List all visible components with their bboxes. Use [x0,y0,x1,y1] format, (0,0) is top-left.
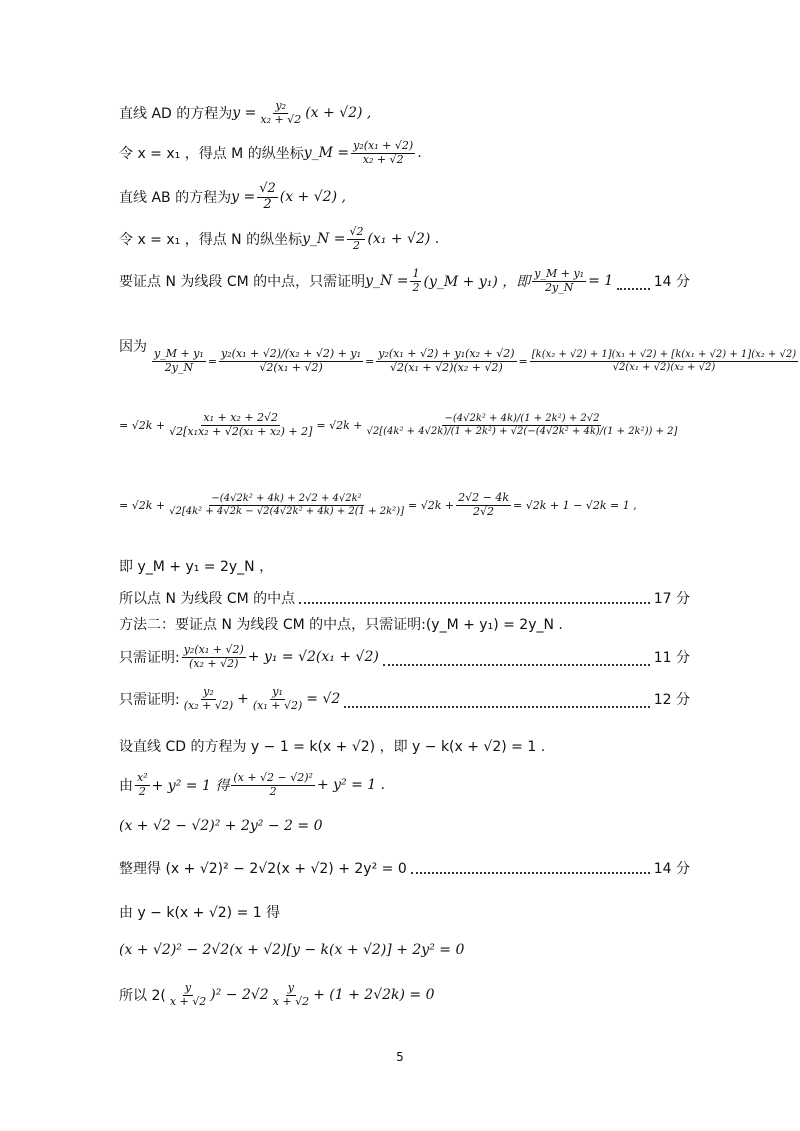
math-tail: = √2 [306,691,341,708]
frac-num: y [184,981,192,994]
frac-num: y₂(x₁ + √2) [353,139,414,152]
frac-num: √2 [349,225,364,238]
fraction [168,982,208,1008]
line-expr-2 [119,942,690,958]
score-label: 14 分 [653,861,690,877]
fraction [530,349,798,373]
fraction [410,268,421,294]
line-need-1 [119,644,690,670]
fraction [135,772,150,798]
yinwei-text: 因为 [119,339,147,355]
line-you-2 [119,902,690,922]
frac-den: √2(x₁ + √2)(x₂ + √2) [389,360,503,374]
line-text: 令 x = x₁ ，得点 M 的纵坐标 [119,146,304,163]
math-tail: (x + √2) , [279,189,346,206]
equals-sign: = [207,354,218,368]
math-tail: + y² = 1 . [316,777,386,794]
fraction [258,100,303,126]
method2-text: 方法二：要证点 N 为线段 CM 的中点，只需证明:(y_M + y₁) = 2y_N . [119,617,563,633]
line-text: 只需证明: [119,650,180,667]
fraction [219,348,363,374]
frac-den: 2 [263,196,272,212]
frac-num: y_M + y₁ [154,347,204,360]
frac-den: (x₁ + √2) [252,698,303,712]
frac-num: y_M + y₁ [534,267,585,280]
expr-text: (x + √2)² − 2√2(x + √2)[y − k(x + √2)] + 2y² = 0 [119,942,465,958]
frac-den: 2y_N [164,360,194,374]
math-mid: (y_M + y₁) ，即 [423,274,531,291]
eq-mid: = √2k + [408,498,455,512]
frac-den: (x₂ + √2) [183,698,234,712]
line-zhengli [119,858,690,878]
score-label: 11 分 [653,650,690,667]
frac-den: x₂ + √2 [362,152,404,166]
line-ab-equation [119,182,690,213]
frac-num: x² [137,771,148,784]
frac-num: x₁ + x₂ + 2√2 [203,411,279,424]
frac-num: y₂(x₁ + √2) + y₁(x₂ + √2) [378,347,515,360]
math-tail: (x + √2) , [305,105,372,122]
fraction [364,413,679,437]
math-lhs: y_M = [303,145,350,162]
math-tail: . [417,145,422,162]
equals-sign: = [365,354,375,368]
frac-num: [k(x₂ + √2) + 1](x₁ + √2) + [k(x₁ + √2) + 1](x₂ + √2) [531,349,797,361]
frac-num: 2√2 − 4k [458,491,509,504]
frac-num: −(4√2k² + 4k) + 2√2 + 4√2k² [211,493,362,505]
leader-dots [617,288,650,290]
expr-text: (x + √2 − √2)² + 2y² − 2 = 0 [119,818,323,834]
frac-num: y [287,981,295,994]
frac-num: y₂(x₁ + √2)/(x₂ + √2) + y₁ [221,347,362,360]
fraction [182,644,246,670]
frac-num: −(4√2k² + 4k)/(1 + 2k²) + 2√2 [444,413,600,425]
math-lhs: y_N = [302,231,346,248]
fraction-2 [251,686,304,712]
math-mid: )² − 2√2 [210,987,269,1004]
line-text: 直线 AD 的方程为 [119,106,233,123]
frac-den: 2√2 [473,504,495,518]
math-mid: + y² = 1 得 [151,778,230,795]
frac-den: x + √2 [169,994,207,1008]
line-ji [119,556,690,576]
fraction [167,412,314,438]
line-ad-equation [119,100,690,126]
frac-num: y₂ [275,99,287,112]
y-equals: y = [232,105,257,122]
frac-den: (x₂ + √2) [189,656,239,670]
eq-tail: = √2k + 1 − √2k = 1 , [513,498,637,512]
frac-den: √2[x₁x₂ + √2(x₁ + x₂) + 2] [169,424,313,438]
line-prefix: 由 [119,778,133,795]
fraction [347,226,365,252]
fraction-2 [532,268,586,294]
equation-row-3 [119,492,637,518]
frac-den: 2 [138,784,146,798]
line-n-coordinate [119,226,690,252]
math-tail: + (1 + 2√2k) = 0 [313,987,435,1004]
fraction [376,348,516,374]
line-text: 整理得 (x + √2)² − 2√2(x + √2) + 2y² = 0 [119,861,407,877]
leader-dots [299,602,650,604]
line-text: 令 x = x₁ ，得点 N 的纵坐标 [119,232,303,249]
frac-den: √2(x₁ + √2)(x₂ + √2) [612,361,716,373]
math-tail: = 1 [588,273,614,290]
frac-den: 2 [269,784,277,798]
frac-den: √2(x₁ + √2) [259,360,323,374]
fraction [152,348,206,374]
fraction [456,492,511,518]
score-label: 12 分 [653,692,690,709]
line-need-2 [119,686,690,712]
math-tail: + y₁ = √2(x₁ + √2) [247,649,379,666]
math-lhs: y = [231,189,256,206]
line-text: 直线 AB 的方程为 [119,190,232,207]
page-number: 5 [396,1050,404,1064]
frac-den: 2 [352,238,360,252]
plus-sign: + [237,691,249,708]
math-tail: (x₁ + √2) . [367,231,440,248]
line-text: 只需证明: [119,692,180,709]
fraction [167,493,406,517]
equals-sign: = [518,354,528,368]
fraction-2 [271,982,311,1008]
frac-num: y₁ [272,685,283,698]
line-you-1 [119,772,690,798]
frac-den: 2 [412,280,420,294]
score-label: 17 分 [653,591,690,607]
leader-dots [383,664,650,666]
frac-den: √2[4k² + 4√2k − √2(4√2k² + 4k) + 2(1 + 2k²)] [169,505,404,517]
fraction [351,140,415,166]
frac-den: x₂ + √2 [260,112,302,126]
frac-num: √2 [259,181,276,196]
line-text: 要证点 N 为线段 CM 的中点，只需证明 [119,274,366,291]
line-method2 [119,614,690,634]
math-lhs: y_N = [365,273,409,290]
line-suoyi [119,588,690,608]
line-prefix: 所以 2( [119,988,166,1005]
frac-den: x + √2 [272,994,310,1008]
fraction [257,182,278,213]
frac-num: y₂(x₁ + √2) [183,643,244,656]
line-last [119,982,690,1008]
equation-row-1 [150,348,800,374]
eq-prefix: = √2k + [119,498,166,512]
line-m-coordinate [119,140,690,166]
frac-num: y₂ [203,685,214,698]
fraction [182,686,235,712]
leader-dots [344,706,649,708]
equation-row-2 [119,412,681,438]
eq-mid: = √2k + [316,418,363,432]
fraction-2 [231,772,315,798]
line-text: 所以点 N 为线段 CM 的中点 [119,591,296,607]
frac-num: (x + √2 − √2)² [233,771,313,784]
eq-prefix: = √2k + [119,418,166,432]
frac-den: √2[(4k² + 4√2k)/(1 + 2k²) + √2(−(4√2k² + 4k)/(1 + 2k²)) + 2] [366,425,678,437]
line-midpoint-goal [119,268,690,294]
score-label: 14 分 [653,274,690,291]
line-cd-equation [119,736,690,756]
line-expr-1 [119,818,690,834]
you2-text: 由 y − k(x + √2) = 1 得 [119,905,281,921]
ji-text: 即 y_M + y₁ = 2y_N ， [119,559,274,575]
frac-den: 2y_N [545,280,574,294]
frac-num: 1 [412,267,420,280]
cd-text: 设直线 CD 的方程为 y − 1 = k(x + √2) ，即 y − k(x + √2) = 1 . [119,739,546,755]
leader-dots [411,872,650,874]
